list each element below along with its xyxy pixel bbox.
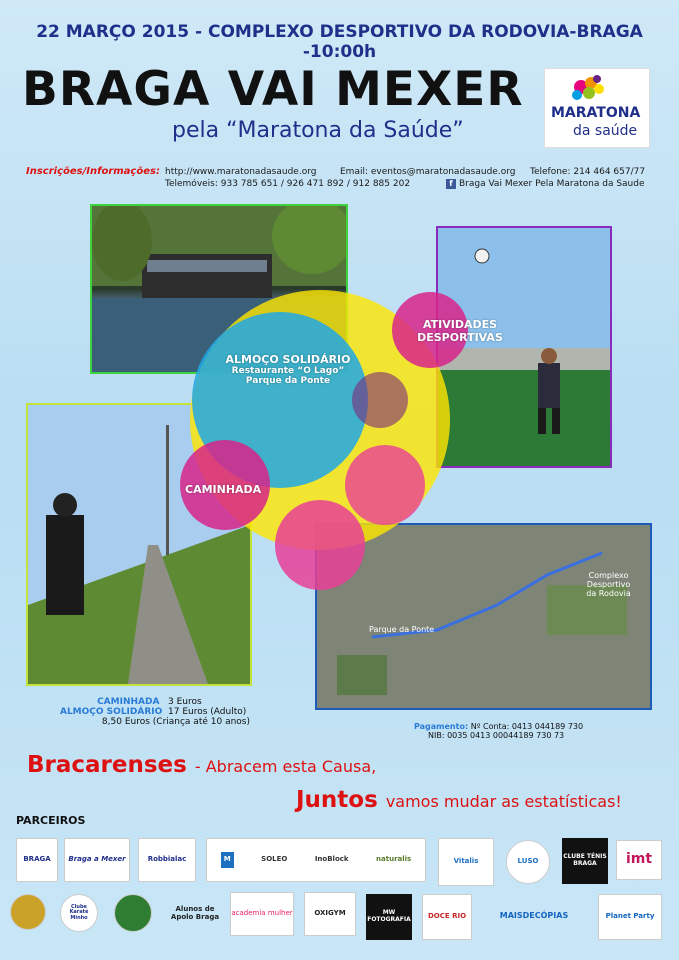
logo-dots-icon [567, 73, 627, 103]
payment-row [414, 722, 583, 731]
partner-naturalis: naturalis [376, 855, 412, 864]
partner-vitalis: Vitalis [438, 838, 494, 886]
payment-label: Pagamento: [414, 722, 469, 731]
slogan-word2: Juntos [296, 787, 378, 813]
partner-luso: LUSO [506, 840, 550, 884]
price-caminhada-label: CAMINHADA [97, 697, 160, 707]
payment-account: Nº Conta: 0413 044189 730 [470, 722, 584, 731]
partners-title: PARCEIROS [16, 814, 86, 827]
price-crianca: 8,50 Euros (Criança até 10 anos) [101, 717, 250, 727]
facebook-text: Braga Vai Mexer Pela Maratona da Saude [459, 179, 645, 189]
partner-doce-rio: DOCE RIO [422, 894, 472, 940]
partner-imt: imt [616, 840, 662, 880]
partner-braga-a-mexer: Braga a Mexer [64, 838, 130, 882]
subtitle: pela “Maratona da Saúde” [172, 118, 464, 143]
slogan-rest2: vamos mudar as estatísticas! [385, 792, 622, 811]
partner-inoblock: InoBlock [314, 855, 349, 864]
partner-robbialac: Robbialac [138, 838, 196, 882]
slogan-rest1: - Abracem esta Causa, [194, 757, 377, 776]
slogan-line1 [27, 752, 376, 778]
map-label-rodovia [567, 571, 650, 598]
circle-purple [352, 372, 408, 428]
partner-group-grupo [206, 838, 426, 882]
payment-block [414, 722, 583, 740]
prices-block [40, 697, 250, 727]
partner-oxigym: OXIGYM [304, 892, 356, 936]
almoco-label-group [218, 353, 358, 386]
partner-alunos-apolo: Alunos de Apolo Braga [170, 905, 220, 921]
map-label-rodovia-1: Complexo Desportivo [586, 571, 631, 589]
price-caminhada-value: 3 Euros [168, 697, 202, 707]
map-label-parque: Parque da Ponte [369, 625, 435, 634]
partner-soleo: SOLEO [261, 855, 288, 864]
event-date-line: 22 MARÇO 2015 - COMPLEXO DESPORTIVO DA RODOVIA-BRAGA -10:00h [36, 22, 643, 62]
facebook-link[interactable] [446, 179, 645, 189]
circle-pink-bottom [275, 500, 365, 590]
partner-maisdecopias: MAISDECÓPIAS [499, 910, 569, 920]
slogan-line2 [296, 787, 622, 813]
circle-pink-right [345, 445, 425, 525]
main-title: BRAGA VAI MEXER [22, 62, 524, 117]
price-caminhada-row [40, 697, 250, 707]
price-almoco-value: 17 Euros (Adulto) [168, 707, 247, 717]
caminhada-label: CAMINHADA [185, 483, 262, 496]
partner-green-club-icon [114, 894, 152, 932]
mobiles-text: Telemóveis: 933 785 651 / 926 471 892 / 912 885 202 [165, 179, 411, 189]
partner-clube-karate: Clube Karaté Minho [60, 894, 98, 932]
partner-academia-mulher: academia mulher [230, 892, 294, 936]
logo-line1: MARATONA [551, 105, 641, 121]
maratona-logo [544, 68, 650, 148]
almoco-place1: Restaurante “O Lago” [231, 366, 345, 376]
phone-text: Telefone: 214 464 657/77 [530, 167, 646, 177]
almoco-place2: Parque da Ponte [245, 376, 331, 386]
website-link[interactable]: http://www.maratonadasaude.org [165, 167, 317, 177]
almoco-title: ALMOÇO SOLIDÁRIO [225, 353, 351, 366]
partner-clube-tenis-braga: CLUBE TÉNIS BRAGA [562, 838, 608, 884]
price-almoco-label: ALMOÇO SOLIDÁRIO [59, 707, 163, 717]
email-link[interactable]: Email: eventos@maratonadasaude.org [340, 167, 516, 177]
partner-mw-fotografia: MW FOTOGRAFIA [366, 894, 412, 940]
map-label-rodovia-2: da Rodovia [586, 589, 631, 598]
price-almoco-row [40, 707, 250, 717]
logo-line2: da saúde [573, 123, 638, 139]
partner-icon-m: M [221, 852, 234, 868]
desporto-line2: DESPORTIVAS [417, 331, 503, 344]
partner-braga: BRAGA [16, 838, 58, 882]
payment-nib: NIB: 0035 0413 00044189 730 73 [428, 731, 565, 740]
desporto-line1: ATIVIDADES [422, 318, 498, 331]
slogan-word1: Bracarenses [27, 752, 187, 778]
desporto-label-group [410, 318, 510, 344]
contacts-label: Inscrições/Informações: [26, 166, 160, 177]
facebook-icon: f [446, 179, 456, 189]
partner-planet-party: Planet Party [598, 894, 662, 940]
partner-emblem-icon [10, 894, 46, 930]
